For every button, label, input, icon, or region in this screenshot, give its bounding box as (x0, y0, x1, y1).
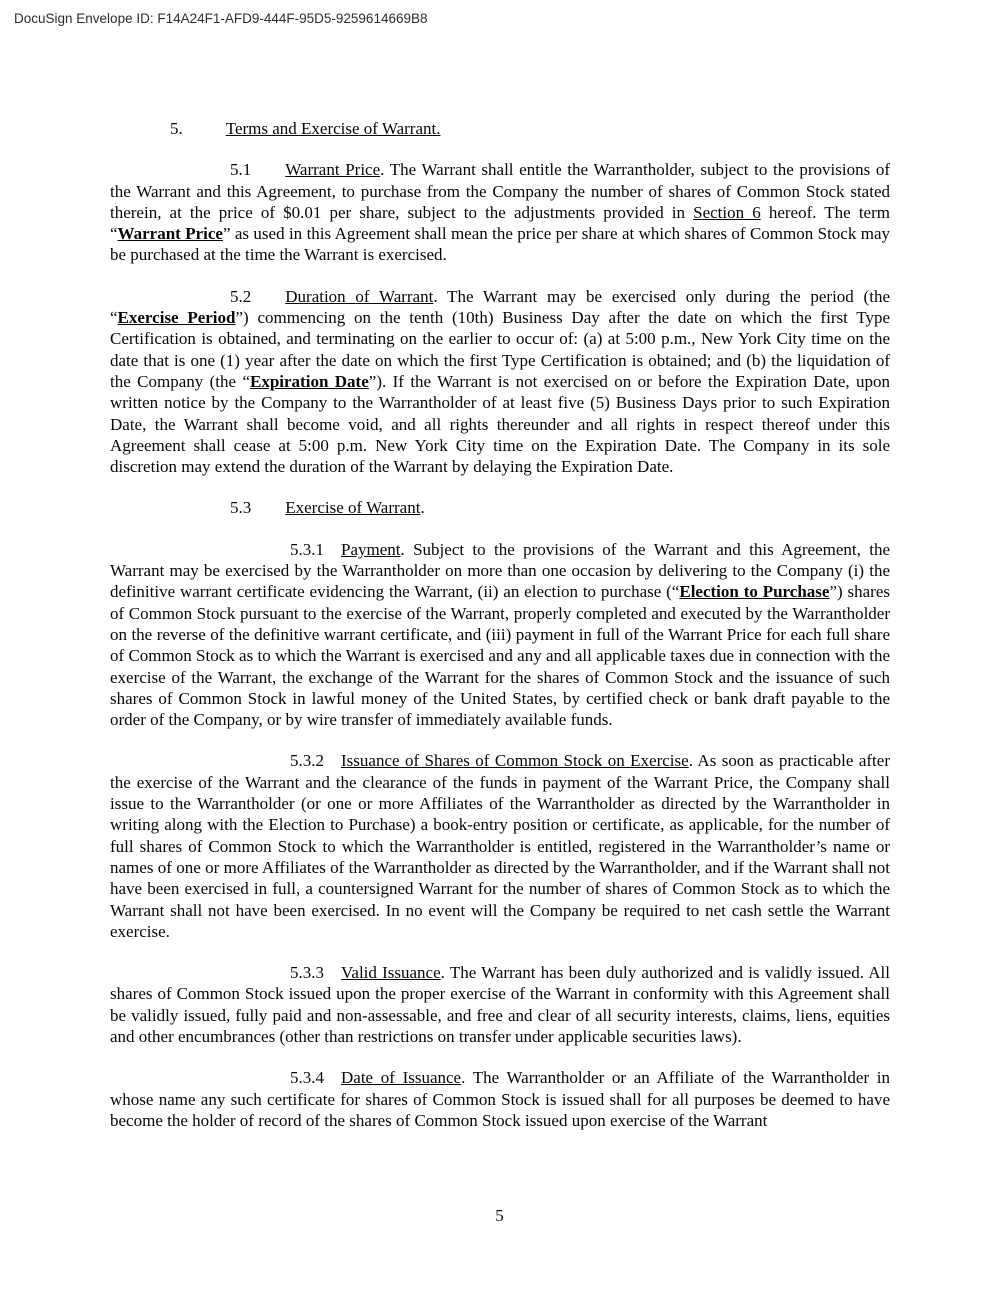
paragraph-5-3-4-date-of-issuance (110, 1067, 890, 1131)
text-run: 5. (170, 119, 183, 138)
text-run: Election to Purchase (679, 582, 830, 602)
text-run: Exercise of Warrant (285, 498, 421, 518)
text-run: 5.3.1 (290, 539, 324, 559)
text-run: . The Warrant may be exercised only during the period (the “ (110, 286, 890, 328)
text-run: Valid Issuance (341, 963, 441, 983)
text-run: . The Warrant shall entitle the Warrantholder, subject to the provisions of the Warrant and this Agreement, to purchase from the Company the number of shares of Common Stock stated therein, at the price of $0.01 per share, subject to the adjustments provided in (110, 160, 891, 222)
paragraph-5-3-3-valid-issuance (110, 962, 890, 1047)
text-run: 5.3 (230, 498, 252, 518)
text-run: . Subject to the provisions of the Warrant and this Agreement, the Warrant may be exercised by the Warrantholder on more than one occasion by delivering to the Company (i) the definitive warrant certificate evidencing the Warrant, (ii) an election to purchase (“ (110, 539, 890, 602)
text-run: Expiration Date (250, 371, 369, 391)
text-run: 5.1 (230, 160, 252, 180)
text-run: . (420, 498, 425, 518)
text-run: . The Warrant has been duly authorized and is validly issued. All shares of Common Stock issued upon the proper exercise of the Warrant in conformity with this Agreement shall be validly issued, fully paid and non-assessable, and free and clear of all security interests, claims, liens, equities and other encumbrances (other than restrictions on transfer under applicable securities laws). (110, 963, 890, 1046)
text-run: ”) shares of Common Stock pursuant to the exercise of the Warrant, properly completed and executed by the Warrantholder on the reverse of the definitive warrant certificate, and (iii) payment in full of the Warrant Price for each full share of Common Stock as to which the Warrant is exercised and any and all applicable taxes due in connection with the exercise of the Warrant, the exchange of the Warrant for the shares of Common Stock and the issuance of such shares of Common Stock in lawful money of the United States, by certified check or bank draft payable to the order of the Company, or by wire transfer of immediately available funds. (110, 582, 890, 730)
text-run: Terms and Exercise of Warrant. (225, 119, 441, 138)
paragraph-5-3-1-payment (110, 539, 890, 731)
paragraph-5-1-warrant-price (110, 159, 890, 265)
docusign-envelope-id: DocuSign Envelope ID: F14A24F1-AFD9-444F-95D5-9259614669B8 (14, 11, 428, 26)
text-run: ” as used in this Agreement shall mean the price per share at which shares of Common Stock may be purchased at the time the Warrant is exercised. (110, 224, 891, 265)
text-run: Warrant Price (285, 160, 381, 180)
text-run: 5.3.2 (290, 751, 324, 771)
text-run: Duration of Warrant (285, 286, 434, 306)
text-run: . As soon as practicable after the exercise of the Warrant and the clearance of the funds in payment of the Warrant Price, the Company shall issue to the Warrantholder (or one or more Affiliates of the Warrantholder as directed by the Warrantholder in writing along with the Election to Purchase) a book-entry position or certificate, as applicable, for the number of full shares of Common Stock to which the Warrantholder is entitled, registered in the Warrantholder’s name or names of one or more Affiliates of the Warrantholder as directed by the Warrantholder, and if the Warrant shall not have been exercised in full, a countersigned Warrant for the number of shares of Common Stock as to which the Warrant shall not have been exercised. In no event will the Company be required to net cash settle the Warrant exercise. (110, 751, 890, 941)
section-5-heading (110, 118, 890, 139)
text-run: hereof. The term “ (110, 202, 890, 244)
text-run: . The Warrantholder or an Affiliate of the Warrantholder in whose name any such certificate for shares of Common Stock is issued shall for all purposes be deemed to have become the holder of record of the shares of Common Stock issued upon exercise of the Warrant (110, 1068, 890, 1130)
paragraph-5-3-2-issuance-of-shares (110, 750, 890, 942)
text-run: ”) commencing on the tenth (10th) Business Day after the date on which the first Type Certification is obtained, and terminating on the earlier to occur of: (a) at 5:00 p.m., New York City time on the date that is one (1) year after the date on which the first Type Certification is obtained; and (b) the liquidation of the Company (the “ (110, 308, 890, 391)
text-run: Issuance of Shares of Common Stock on Exercise (341, 751, 689, 771)
document-body (110, 118, 890, 1151)
text-run: ”). If the Warrant is not exercised on or before the Expiration Date, upon written notice by the Company to the Warrantholder of at least five (5) Business Days prior to such Expiration Date, the Warrant shall become void, and all rights thereunder and all rights in respect thereof under this Agreement shall cease at 5:00 p.m. New York City time on the Expiration Date. The Company in its sole discretion may extend the duration of the Warrant by delaying the Expiration Date. (110, 371, 890, 477)
paragraph-5-3-exercise-of-warrant-heading (110, 497, 890, 518)
text-run: 5.2 (230, 286, 252, 306)
text-run: Warrant Price (117, 224, 223, 244)
text-run: Date of Issuance (341, 1068, 462, 1088)
page-number: 5 (495, 1206, 504, 1225)
text-run: Section 6 (693, 202, 761, 222)
text-run: 5.3.3 (290, 963, 324, 983)
text-run: Exercise Period (117, 308, 236, 328)
text-run: 5.3.4 (290, 1068, 324, 1088)
text-run: Payment (341, 539, 401, 559)
paragraph-5-2-duration-of-warrant (110, 286, 890, 478)
